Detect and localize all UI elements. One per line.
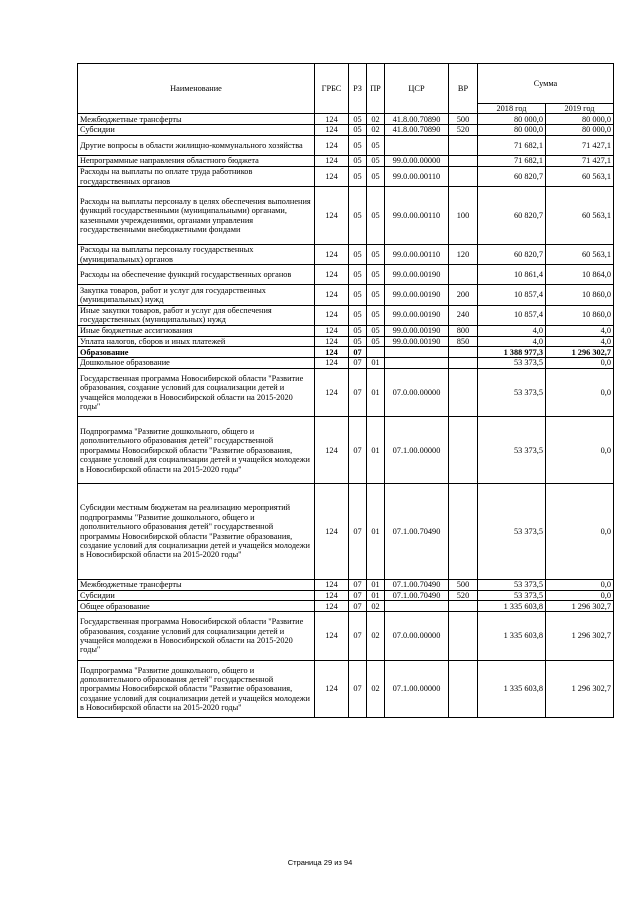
cell-rz: 07	[349, 368, 367, 416]
cell-name: Расходы на выплаты персоналу в целях обеспечения выполнения функций государственными (муниципальными) органами, казенными учреждениями, органами управления государственными внебюджетными фондами	[78, 187, 315, 245]
cell-s2018: 4,0	[478, 325, 546, 336]
cell-vr	[449, 166, 478, 186]
cell-pr: 05	[367, 156, 385, 167]
cell-vr	[449, 136, 478, 156]
cell-s2019: 71 427,1	[546, 136, 614, 156]
cell-name: Субсидии	[78, 590, 315, 601]
table-row	[78, 136, 614, 156]
cell-csr: 07.1.00.70490	[385, 590, 449, 601]
table-row	[78, 265, 614, 285]
header-year-2018: 2018 год	[478, 104, 546, 114]
cell-rz: 05	[349, 125, 367, 136]
cell-name: Субсидии местным бюджетам на реализацию мероприятий подпрограммы "Развитие дошкольного, общего и дополнительного образования детей" государственной программы Новосибирской области "Развитие образования, создание условий для социализации детей и учащейся молодежи в Новосибирской области на 2015-2020 годы"	[78, 484, 315, 579]
header-pr: ПР	[367, 64, 385, 114]
cell-s2018: 10 857,4	[478, 285, 546, 305]
cell-name: Межбюджетные трансферты	[78, 114, 315, 125]
cell-vr: 500	[449, 114, 478, 125]
table-row	[78, 285, 614, 305]
cell-s2018: 53 373,5	[478, 484, 546, 579]
cell-rz: 07	[349, 579, 367, 590]
cell-csr: 07.1.00.00000	[385, 660, 449, 718]
cell-vr: 500	[449, 579, 478, 590]
cell-grbs: 124	[315, 325, 349, 336]
cell-rz: 05	[349, 285, 367, 305]
cell-grbs: 124	[315, 166, 349, 186]
cell-csr	[385, 601, 449, 612]
cell-pr: 01	[367, 358, 385, 369]
cell-s2019: 10 860,0	[546, 285, 614, 305]
table-row	[78, 601, 614, 612]
cell-csr: 99.0.00.00190	[385, 325, 449, 336]
cell-grbs: 124	[315, 590, 349, 601]
table-row	[78, 484, 614, 579]
cell-vr	[449, 156, 478, 167]
cell-rz: 05	[349, 114, 367, 125]
cell-csr: 41.8.00.70890	[385, 114, 449, 125]
table-row	[78, 417, 614, 484]
table-row	[78, 368, 614, 416]
cell-s2018: 60 820,7	[478, 244, 546, 264]
cell-csr: 99.0.00.00110	[385, 244, 449, 264]
cell-grbs: 124	[315, 358, 349, 369]
cell-vr	[449, 660, 478, 718]
cell-pr: 05	[367, 166, 385, 186]
cell-s2019: 0,0	[546, 417, 614, 484]
cell-name: Подпрограмма "Развитие дошкольного, общего и дополнительного образования детей" государственной программы Новосибирской области "Развитие образования, создание условий для социализации детей и учащейся молодежи в Новосибирской области на 2015-2020 годы"	[78, 660, 315, 718]
cell-grbs: 124	[315, 660, 349, 718]
cell-rz: 05	[349, 136, 367, 156]
cell-name: Другие вопросы в области жилищно-коммунального хозяйства	[78, 136, 315, 156]
cell-s2018: 53 373,5	[478, 590, 546, 601]
cell-grbs: 124	[315, 187, 349, 245]
cell-s2019: 4,0	[546, 336, 614, 347]
cell-vr	[449, 612, 478, 660]
cell-pr: 01	[367, 417, 385, 484]
cell-s2018: 80 000,0	[478, 114, 546, 125]
cell-pr: 02	[367, 601, 385, 612]
table-row	[78, 579, 614, 590]
cell-grbs: 124	[315, 612, 349, 660]
cell-vr: 120	[449, 244, 478, 264]
table-row	[78, 590, 614, 601]
cell-rz: 05	[349, 187, 367, 245]
cell-pr: 01	[367, 590, 385, 601]
cell-s2018: 10 861,4	[478, 265, 546, 285]
cell-grbs: 124	[315, 156, 349, 167]
cell-s2018: 53 373,5	[478, 579, 546, 590]
cell-pr: 05	[367, 265, 385, 285]
cell-s2019: 0,0	[546, 368, 614, 416]
cell-name: Уплата налогов, сборов и иных платежей	[78, 336, 315, 347]
cell-pr: 05	[367, 136, 385, 156]
cell-pr: 05	[367, 325, 385, 336]
cell-pr: 05	[367, 305, 385, 325]
cell-s2019: 60 563,1	[546, 244, 614, 264]
cell-pr: 05	[367, 187, 385, 245]
cell-vr	[449, 368, 478, 416]
cell-pr: 05	[367, 244, 385, 264]
cell-rz: 05	[349, 156, 367, 167]
header-vr: ВР	[449, 64, 478, 114]
table-header-row	[78, 64, 614, 104]
cell-vr: 100	[449, 187, 478, 245]
cell-grbs: 124	[315, 368, 349, 416]
cell-name: Расходы на выплаты по оплате труда работников государственных органов	[78, 166, 315, 186]
cell-csr: 07.0.00.00000	[385, 612, 449, 660]
cell-s2018: 53 373,5	[478, 358, 546, 369]
cell-s2019: 1 296 302,7	[546, 347, 614, 358]
cell-csr	[385, 347, 449, 358]
cell-pr: 02	[367, 125, 385, 136]
cell-vr: 850	[449, 336, 478, 347]
cell-vr	[449, 358, 478, 369]
cell-s2019: 10 860,0	[546, 305, 614, 325]
cell-name: Общее образование	[78, 601, 315, 612]
cell-pr	[367, 347, 385, 358]
cell-csr: 99.0.00.00190	[385, 265, 449, 285]
cell-grbs: 124	[315, 417, 349, 484]
page-number-footer: Страница 29 из 94	[287, 858, 353, 867]
cell-rz: 05	[349, 166, 367, 186]
cell-grbs: 124	[315, 114, 349, 125]
cell-s2019: 10 864,0	[546, 265, 614, 285]
cell-grbs: 124	[315, 265, 349, 285]
budget-table-sheet	[77, 63, 613, 718]
cell-s2018: 4,0	[478, 336, 546, 347]
cell-s2019: 71 427,1	[546, 156, 614, 167]
cell-pr: 05	[367, 336, 385, 347]
cell-s2019: 1 296 302,7	[546, 601, 614, 612]
header-year-2019: 2019 год	[546, 104, 614, 114]
cell-vr	[449, 417, 478, 484]
cell-vr	[449, 484, 478, 579]
cell-csr: 41.8.00.70890	[385, 125, 449, 136]
cell-s2019: 80 000,0	[546, 125, 614, 136]
cell-s2018: 60 820,7	[478, 187, 546, 245]
table-row	[78, 305, 614, 325]
cell-pr: 02	[367, 114, 385, 125]
cell-name: Расходы на обеспечение функций государственных органов	[78, 265, 315, 285]
table-row	[78, 114, 614, 125]
cell-csr	[385, 136, 449, 156]
cell-csr: 99.0.00.00190	[385, 285, 449, 305]
cell-name: Иные бюджетные ассигнования	[78, 325, 315, 336]
cell-rz: 05	[349, 305, 367, 325]
cell-vr	[449, 347, 478, 358]
cell-rz: 07	[349, 417, 367, 484]
cell-s2018: 53 373,5	[478, 417, 546, 484]
cell-grbs: 124	[315, 347, 349, 358]
cell-csr	[385, 358, 449, 369]
cell-s2019: 0,0	[546, 358, 614, 369]
header-sum: Сумма	[478, 64, 614, 104]
cell-csr: 99.0.00.00190	[385, 336, 449, 347]
cell-s2018: 80 000,0	[478, 125, 546, 136]
budget-table	[77, 63, 614, 718]
cell-s2018: 1 335 603,8	[478, 601, 546, 612]
header-grbs: ГРБС	[315, 64, 349, 114]
cell-s2019: 0,0	[546, 579, 614, 590]
cell-grbs: 124	[315, 285, 349, 305]
cell-csr: 07.1.00.00000	[385, 417, 449, 484]
cell-name: Подпрограмма "Развитие дошкольного, общего и дополнительного образования детей" государственной программы Новосибирской области "Развитие образования, создание условий для социализации детей и учащейся молодежи в Новосибирской области на 2015-2020 годы"	[78, 417, 315, 484]
cell-rz: 05	[349, 336, 367, 347]
cell-grbs: 124	[315, 579, 349, 590]
cell-csr: 07.1.00.70490	[385, 484, 449, 579]
table-row	[78, 156, 614, 167]
cell-s2019: 1 296 302,7	[546, 612, 614, 660]
cell-name: Непрограммные направления областного бюджета	[78, 156, 315, 167]
cell-vr	[449, 265, 478, 285]
table-row	[78, 612, 614, 660]
table-row	[78, 347, 614, 358]
cell-grbs: 124	[315, 125, 349, 136]
cell-csr: 07.0.00.00000	[385, 368, 449, 416]
cell-vr: 520	[449, 590, 478, 601]
cell-rz: 07	[349, 660, 367, 718]
cell-name: Образование	[78, 347, 315, 358]
cell-name: Государственная программа Новосибирской области "Развитие образования, создание условий для социализации детей и учащейся молодежи в Новосибирской области на 2015-2020 годы"	[78, 612, 315, 660]
cell-s2018: 1 388 977,3	[478, 347, 546, 358]
cell-pr: 02	[367, 660, 385, 718]
cell-grbs: 124	[315, 305, 349, 325]
cell-vr: 520	[449, 125, 478, 136]
cell-name: Межбюджетные трансферты	[78, 579, 315, 590]
cell-csr: 07.1.00.70490	[385, 579, 449, 590]
cell-vr: 800	[449, 325, 478, 336]
table-row	[78, 166, 614, 186]
cell-s2018: 1 335 603,8	[478, 612, 546, 660]
cell-pr: 01	[367, 368, 385, 416]
table-row	[78, 325, 614, 336]
table-row	[78, 336, 614, 347]
cell-s2018: 1 335 603,8	[478, 660, 546, 718]
cell-grbs: 124	[315, 244, 349, 264]
cell-s2019: 4,0	[546, 325, 614, 336]
table-row	[78, 187, 614, 245]
header-csr: ЦСР	[385, 64, 449, 114]
cell-vr: 200	[449, 285, 478, 305]
header-name: Наименование	[78, 64, 315, 114]
cell-rz: 05	[349, 325, 367, 336]
cell-s2019: 80 000,0	[546, 114, 614, 125]
cell-s2019: 60 563,1	[546, 187, 614, 245]
cell-s2018: 60 820,7	[478, 166, 546, 186]
cell-s2019: 60 563,1	[546, 166, 614, 186]
table-row	[78, 358, 614, 369]
cell-pr: 05	[367, 285, 385, 305]
cell-grbs: 124	[315, 336, 349, 347]
cell-rz: 05	[349, 265, 367, 285]
cell-csr: 99.0.00.00000	[385, 156, 449, 167]
cell-s2018: 53 373,5	[478, 368, 546, 416]
cell-s2019: 1 296 302,7	[546, 660, 614, 718]
cell-pr: 01	[367, 484, 385, 579]
cell-name: Дошкольное образование	[78, 358, 315, 369]
cell-rz: 07	[349, 358, 367, 369]
cell-grbs: 124	[315, 484, 349, 579]
cell-s2019: 0,0	[546, 484, 614, 579]
cell-name: Расходы на выплаты персоналу государственных (муниципальных) органов	[78, 244, 315, 264]
cell-pr: 02	[367, 612, 385, 660]
table-row	[78, 660, 614, 718]
table-row	[78, 125, 614, 136]
cell-rz: 07	[349, 590, 367, 601]
cell-rz: 05	[349, 244, 367, 264]
cell-grbs: 124	[315, 136, 349, 156]
cell-rz: 07	[349, 347, 367, 358]
cell-csr: 99.0.00.00190	[385, 305, 449, 325]
cell-rz: 07	[349, 601, 367, 612]
cell-csr: 99.0.00.00110	[385, 166, 449, 186]
header-rz: РЗ	[349, 64, 367, 114]
cell-s2018: 71 682,1	[478, 136, 546, 156]
table-body	[78, 114, 614, 718]
cell-name: Государственная программа Новосибирской области "Развитие образования, создание условий для социализации детей и учащейся молодежи в Новосибирской области на 2015-2020 годы"	[78, 368, 315, 416]
cell-s2018: 71 682,1	[478, 156, 546, 167]
cell-name: Субсидии	[78, 125, 315, 136]
table-row	[78, 244, 614, 264]
cell-s2019: 0,0	[546, 590, 614, 601]
cell-vr	[449, 601, 478, 612]
cell-name: Иные закупки товаров, работ и услуг для обеспечения государственных (муниципальных) нужд	[78, 305, 315, 325]
cell-pr: 01	[367, 579, 385, 590]
cell-vr: 240	[449, 305, 478, 325]
cell-csr: 99.0.00.00110	[385, 187, 449, 245]
cell-rz: 07	[349, 612, 367, 660]
cell-name: Закупка товаров, работ и услуг для государственных (муниципальных) нужд	[78, 285, 315, 305]
cell-rz: 07	[349, 484, 367, 579]
cell-grbs: 124	[315, 601, 349, 612]
cell-s2018: 10 857,4	[478, 305, 546, 325]
